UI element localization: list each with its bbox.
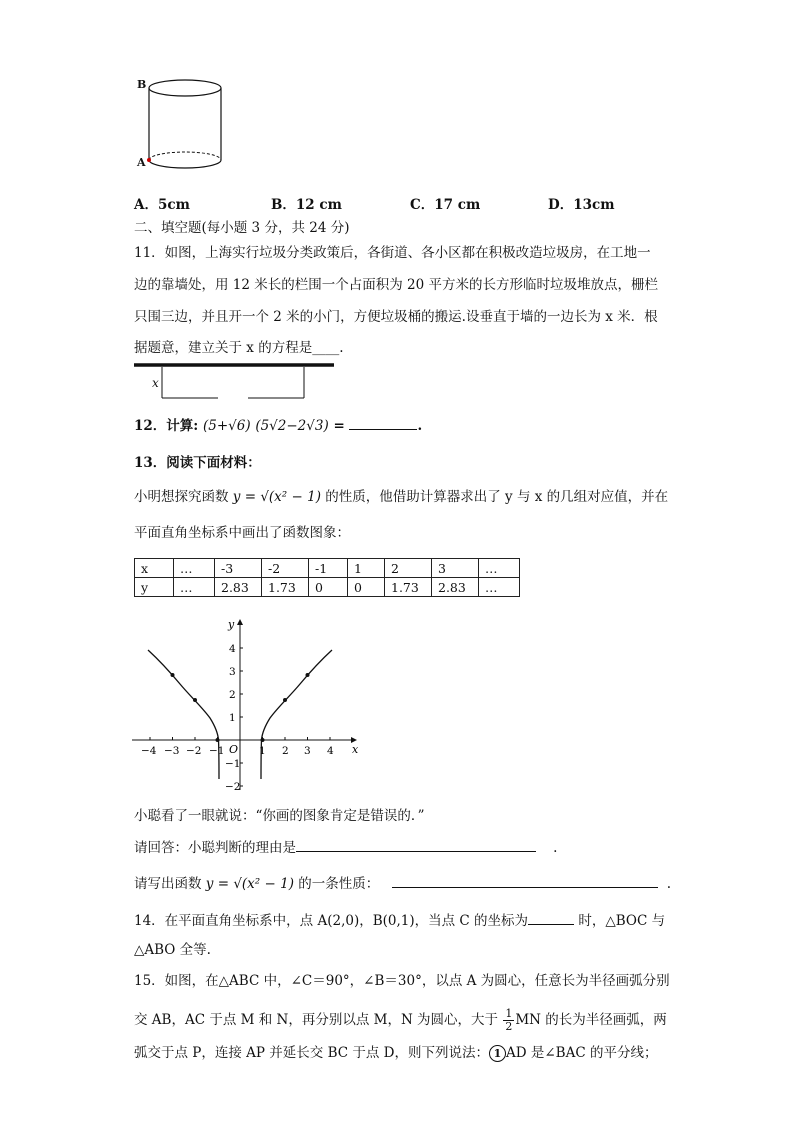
x-tick-label: 1 [259, 745, 266, 757]
q14-line1-post: 时，△BOC 与 [578, 913, 666, 929]
x-tick-label: 4 [327, 745, 334, 757]
q15-line2-post: MN 的长为半径画弧，两 [515, 1012, 667, 1028]
x-tick-label: −1 [209, 745, 225, 757]
q14-line1-pre: 14．在平面直角坐标系中，点 A(2,0)，B(0,1)，当点 C 的坐标为 [134, 913, 529, 929]
origin-label: O [229, 743, 239, 756]
q12-end: . [417, 418, 423, 434]
point-b-label: B [137, 78, 147, 91]
table-cell: … [174, 578, 215, 597]
table-cell: 3 [432, 559, 479, 578]
q13-ask2-blank [392, 873, 658, 888]
values-table [134, 558, 520, 597]
table-cell: -2 [262, 559, 309, 578]
q15-line3-pre: 弧交于点 P，连接 AP 并延长交 BC 于点 D，则下列说法： [134, 1045, 489, 1061]
q11-line4: 据题意，建立关于 x 的方程是____. [134, 340, 344, 356]
y-tick-label: 3 [229, 666, 236, 678]
y-tick-label: −1 [225, 758, 241, 770]
table-cell: 1 [348, 559, 385, 578]
x-tick-label: −2 [186, 745, 202, 757]
x-tick-label: −4 [141, 745, 157, 757]
q15-line3-post: AD 是∠BAC 的平分线； [506, 1045, 658, 1061]
y-tick-label: −2 [225, 781, 241, 793]
q13-ask1-text: 请回答：小聪判断的理由是 [134, 840, 296, 856]
q13-ask2-end: . [666, 876, 672, 892]
section-heading: 二、填空题(每小题 3 分，共 24 分) [134, 220, 350, 236]
table-cell: 1.73 [385, 578, 432, 597]
fraction-numerator: 1 [505, 1007, 513, 1020]
q12-equals: = [333, 418, 345, 434]
q13-title: 13．阅读下面材料： [134, 455, 261, 471]
q13-ask2-pre: 请写出函数 [134, 876, 202, 892]
q15-line2 [134, 1008, 667, 1033]
q11-line1: 11．如图，上海实行垃圾分类政策后，各街道、各小区都在积极改造垃圾房，在工地一 [134, 245, 651, 261]
q12-line [134, 415, 422, 435]
q14-line1 [134, 910, 665, 930]
one-half-fraction [503, 1008, 514, 1033]
q13-comment: 小聪看了一眼就说：“你画的图象肯定是错误的．” [134, 808, 425, 824]
fraction-denominator: 2 [505, 1020, 513, 1033]
q13-intro [134, 488, 668, 506]
table-cell: … [479, 578, 520, 597]
q14-answer-blank [528, 910, 574, 925]
q12-expr-a: (5+√6) [202, 418, 251, 434]
q12-answer-blank [349, 415, 417, 430]
q12-expr-b: (5√2−2√3) [255, 418, 329, 434]
q13-intro-post: 的性质，他借助计算器求出了 y 与 x 的几组对应值，并在 [325, 489, 669, 505]
table-cell: 1.73 [262, 578, 309, 597]
choice-a: A．5cm [134, 197, 190, 213]
y-axis-label: y [228, 618, 235, 631]
q13-ask1-end: . [553, 840, 558, 856]
q13-line2: 平面直角坐标系中画出了函数图象： [134, 525, 350, 541]
table-cell: x [135, 559, 174, 578]
q14-line2: △ABO 全等. [134, 942, 211, 958]
y-tick-label: 4 [229, 643, 236, 655]
circled-number-one: 1 [489, 1045, 506, 1062]
point-a-label: A [137, 156, 146, 169]
q11-line3: 只围三边，并且开一个 2 米的小门，方便垃圾桶的搬运.设垂直于墙的一边长为 x 米．根 [134, 309, 658, 325]
x-tick-label: −3 [164, 745, 180, 757]
table-cell: 0 [348, 578, 385, 597]
q13-ask2-post: 的一条性质： [298, 876, 380, 892]
table-row-x [135, 559, 520, 578]
q13-function: y = √(x² − 1) [232, 489, 321, 505]
q15-line1: 15．如图，在△ABC 中，∠C＝90°，∠B＝30°，以点 A 为圆心，任意长为半径画弧分别 [134, 973, 670, 989]
q15-line2-pre: 交 AB，AC 于点 M 和 N，再分别以点 M，N 为圆心，大于 [134, 1012, 499, 1028]
choice-b: B．12 cm [271, 197, 342, 213]
choice-d: D．13cm [548, 197, 615, 213]
q13-function-2: y = √(x² − 1) [205, 876, 294, 892]
q15-line3 [134, 1044, 657, 1062]
table-cell: 2.83 [432, 578, 479, 597]
table-cell: y [135, 578, 174, 597]
x-tick-label: 2 [282, 745, 289, 757]
function-graph [130, 614, 366, 794]
table-cell: 2 [385, 559, 432, 578]
table-cell: … [479, 559, 520, 578]
x-tick-label: 3 [304, 745, 311, 757]
fence-x-label: x [152, 376, 159, 390]
q12-prefix: 12．计算: [134, 418, 199, 434]
q13-intro-pre: 小明想探究函数 [134, 489, 229, 505]
q13-ask1-blank [296, 837, 536, 852]
choice-c: C．17 cm [410, 197, 481, 213]
table-cell: 0 [309, 578, 348, 597]
x-axis-label: x [352, 743, 359, 756]
fence-figure [134, 362, 334, 402]
q13-ask1 [134, 837, 557, 857]
y-tick-label: 1 [229, 712, 236, 724]
table-cell: 2.83 [215, 578, 262, 597]
q13-ask2 [134, 873, 671, 893]
table-cell: … [174, 559, 215, 578]
cylinder-figure [130, 72, 230, 182]
table-cell: -3 [215, 559, 262, 578]
table-row-y [135, 578, 520, 597]
q11-line2: 边的靠墙处，用 12 米长的栏围一个占面积为 20 平方米的长方形临时垃圾堆放点，栅栏 [134, 277, 659, 293]
table-cell: -1 [309, 559, 348, 578]
y-tick-label: 2 [229, 689, 236, 701]
